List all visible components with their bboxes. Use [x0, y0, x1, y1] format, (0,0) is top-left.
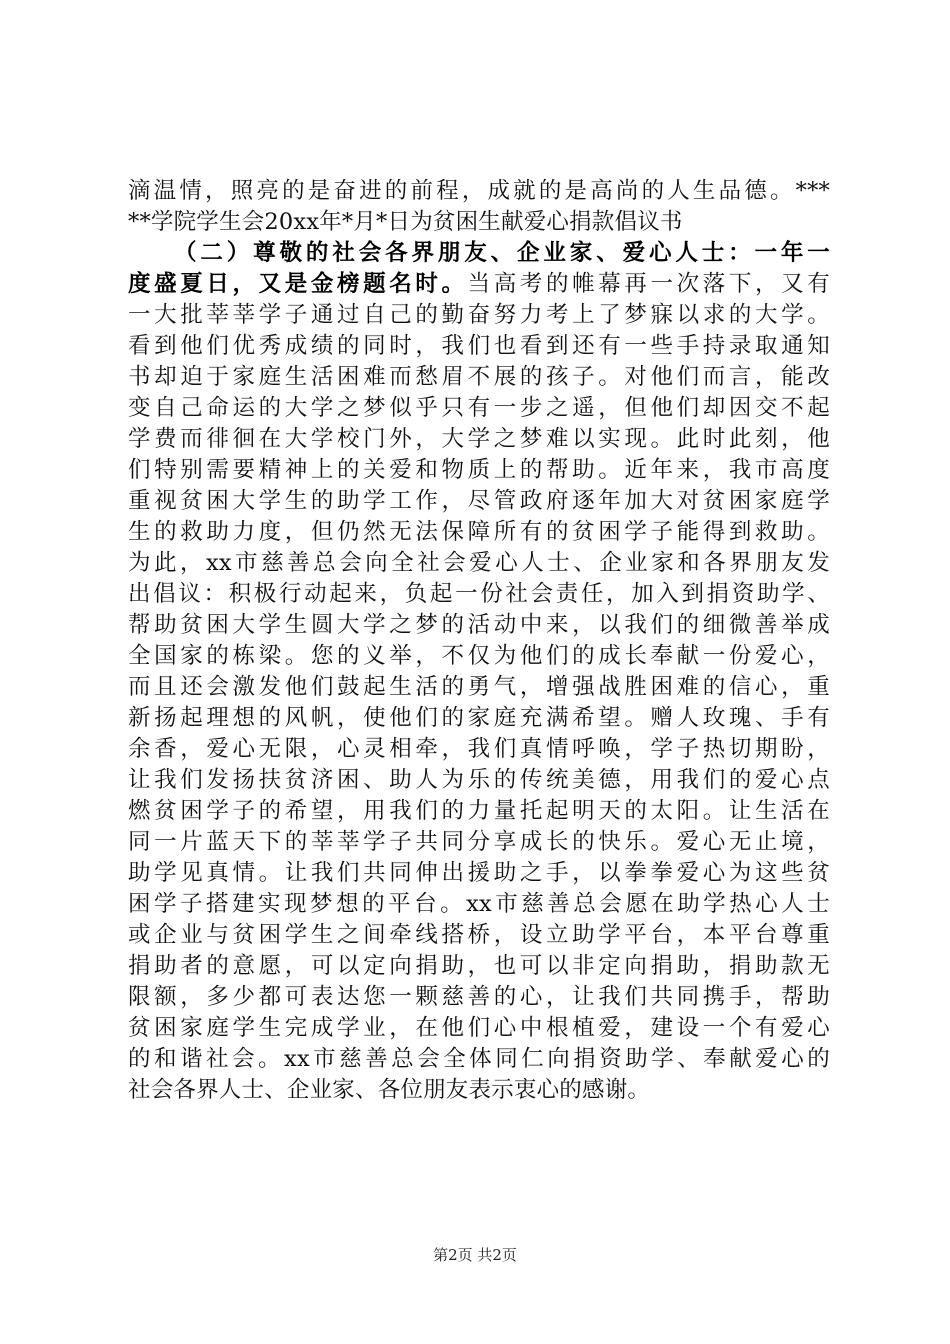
text-line: 书却迫于家庭生活困难而愁眉不展的孩子。对他们而言，能改 — [128, 364, 830, 390]
page-number-footer: 第2页 共2页 — [433, 1246, 517, 1264]
text-line: **学院学生会20xx年*月*日为贫困生献爱心捐款倡议书 — [128, 209, 683, 235]
text-line: 学费而徘徊在大学校门外，大学之梦难以实现。此时此刻，他 — [128, 426, 830, 452]
text-line — [128, 269, 830, 300]
text-line: 新扬起理想的风帆，使他们的家庭充满希望。赠人玫瑰、手有 — [128, 705, 830, 731]
text-line: 或企业与贫困学生之间牵线搭桥，设立助学平台，本平台尊重 — [128, 922, 830, 948]
text-segment: 当高考的帷幕再一次落下，又有 — [467, 271, 830, 297]
text-line: 燃贫困学子的希望，用我们的力量托起明天的太阳。让生活在 — [128, 798, 830, 824]
text-line: 看到他们优秀成绩的同时，我们也看到还有一些手持录取通知 — [128, 333, 830, 359]
text-line: 变自己命运的大学之梦似乎只有一步之遥，但他们却因交不起 — [128, 395, 830, 421]
text-line: 捐助者的意愿，可以定向捐助，也可以非定向捐助，捐助款无 — [128, 953, 830, 979]
text-line: 滴温情，照亮的是奋进的前程，成就的是高尚的人生品德。*** — [128, 178, 830, 204]
text-line: 而且还会激发他们鼓起生活的勇气，增强战胜困难的信心，重 — [128, 674, 830, 700]
text-line: 的和谐社会。xx市慈善总会全体同仁向捐资助学、奉献爱心的 — [128, 1046, 830, 1072]
text-line: 全国家的栋梁。您的义举，不仅为他们的成长奉献一份爱心， — [128, 643, 830, 669]
text-line: 限额，多少都可表达您一颗慈善的心，让我们共同携手，帮助 — [128, 984, 830, 1010]
text-line: 困学子搭建实现梦想的平台。xx市慈善总会愿在助学热心人士 — [128, 891, 830, 917]
text-line: 余香，爱心无限，心灵相牵，我们真情呼唤，学子热切期盼， — [128, 736, 830, 762]
text-line — [128, 238, 830, 269]
body-text — [128, 176, 830, 1106]
text-line: 助学见真情。让我们共同伸出援助之手，以拳拳爱心为这些贫 — [128, 860, 830, 886]
text-line: 生的救助力度，但仍然无法保障所有的贫困学子能得到救助。 — [128, 519, 830, 545]
text-line: 社会各界人士、企业家、各位朋友表示衷心的感谢。 — [128, 1077, 651, 1103]
text-line: 出倡议：积极行动起来，负起一份社会责任，加入到捐资助学、 — [128, 581, 830, 607]
heading-text: （二）尊敬的社会各界朋友、企业家、爱心人士：一年一 — [174, 240, 830, 266]
text-line: 重视贫困大学生的助学工作，尽管政府逐年加大对贫困家庭学 — [128, 488, 830, 514]
text-line: 让我们发扬扶贫济困、助人为乐的传统美德，用我们的爱心点 — [128, 767, 830, 793]
text-line: 帮助贫困大学生圆大学之梦的活动中来，以我们的细微善举成 — [128, 612, 830, 638]
text-line: 一大批莘莘学子通过自己的勤奋努力考上了梦寐以求的大学。 — [128, 302, 830, 328]
text-line: 为此，xx市慈善总会向全社会爱心人士、企业家和各界朋友发 — [128, 550, 830, 576]
heading-text: 度盛夏日，又是金榜题名时。 — [128, 271, 468, 297]
text-line: 们特别需要精神上的关爱和物质上的帮助。近年来，我市高度 — [128, 457, 830, 483]
text-line: 贫困家庭学生完成学业，在他们心中根植爱，建设一个有爱心 — [128, 1015, 830, 1041]
text-line: 同一片蓝天下的莘莘学子共同分享成长的快乐。爱心无止境， — [128, 829, 830, 855]
